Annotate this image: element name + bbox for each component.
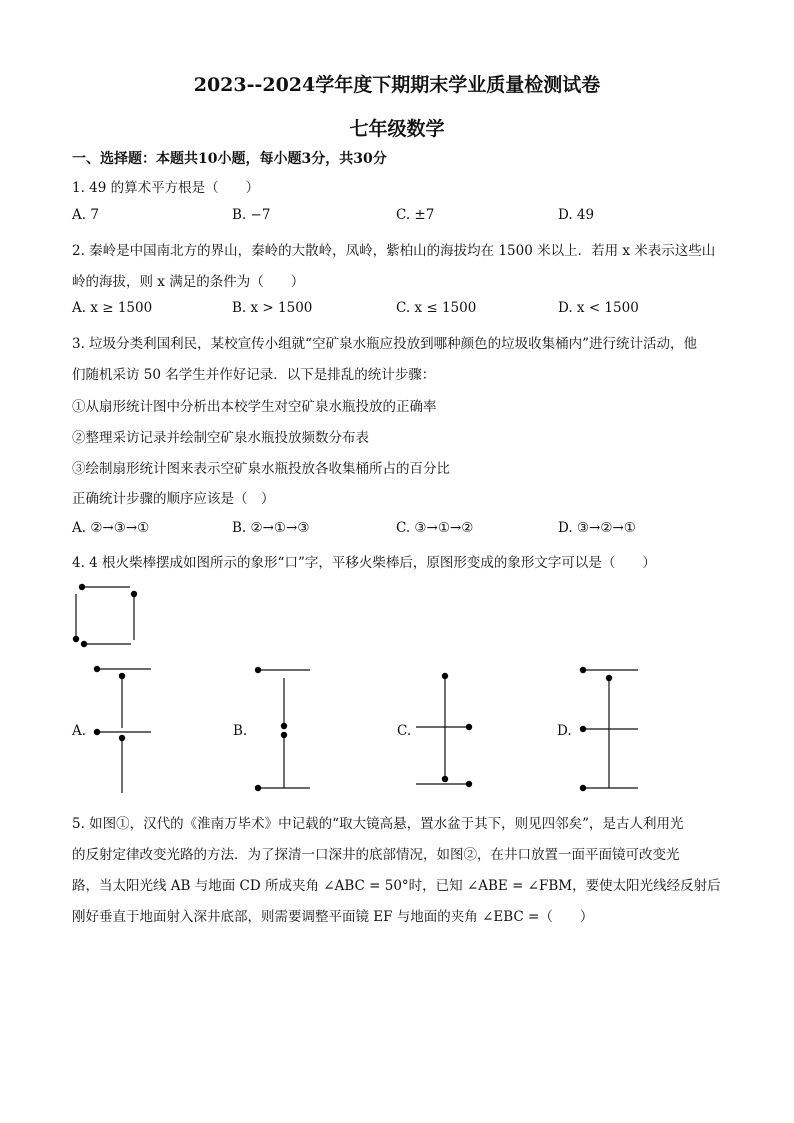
page-subtitle: 七年级数学: [349, 118, 445, 140]
q5-line2: 的反射定律改变光路的方法．为了探清一口深井的底部情况，如图②，在井口放置一面平面镜可改变光: [72, 847, 680, 863]
q1-option-c: C. ±7: [396, 207, 435, 223]
q5-line4: 刚好垂直于地面射入深井底部，则需要调整平面镜 EF 与地面的夹角 ∠EBC =（ ）: [72, 909, 594, 925]
q3-option-d: D. ③→②→①: [558, 520, 636, 536]
q5-line1: 5. 如图①，汉代的《淮南万毕术》中记载的“取大镜高悬，置水盆于其下，则见四邻矣”，是古人利用光: [72, 816, 684, 832]
q3-step-1: ①从扇形统计图中分析出本校学生对空矿泉水瓶投放的正确率: [72, 399, 437, 415]
q3-stem-line1: 3. 垃圾分类利国利民，某校宣传小组就“空矿泉水瓶应投放到哪种颜色的垃圾收集桶内”进行统计活动，他: [72, 336, 697, 352]
q4-stem: 4. 4 根火柴棒摆成如图所示的象形“口”字，平移火柴棒后，原图形变成的象形文字可以是（ ）: [72, 555, 656, 571]
q5-line3: 路，当太阳光线 AB 与地面 CD 所成夹角 ∠ABC = 50°时，已知 ∠ABE = ∠FBM，要使太阳光线经反射后: [72, 878, 721, 894]
q3-step-3: ③绘制扇形统计图来表示空矿泉水瓶投放各收集桶所占的百分比: [72, 461, 450, 477]
q4-option-a-label: A.: [72, 723, 87, 739]
q3-option-a: A. ②→③→①: [72, 520, 150, 536]
q3-stem-line2: 们随机采访 50 名学生并作好记录．以下是排乱的统计步骤：: [72, 367, 436, 383]
page-title: 2023--2024学年度下期期末学业质量检测试卷: [193, 74, 601, 96]
q3-step-2: ②整理采访记录并绘制空矿泉水瓶投放频数分布表: [72, 430, 369, 446]
q1-option-a: A. 7: [72, 207, 99, 223]
q2-option-a: A. x ≥ 1500: [72, 300, 153, 316]
q3-option-c: C. ③→①→②: [396, 520, 474, 536]
q1-option-b: B. −7: [232, 207, 271, 223]
q1-option-d: D. 49: [558, 207, 595, 223]
section-heading: 一、选择题：本题共10小题，每小题3分，共30分: [72, 151, 387, 167]
q4-option-d-label: D.: [557, 723, 572, 739]
q2-stem-line2: 岭的海拔，则 x 满足的条件为（ ）: [72, 274, 305, 290]
q4-option-c-label: C.: [397, 723, 412, 739]
q4-option-b-label: B.: [233, 723, 248, 739]
q2-stem-line1: 2. 秦岭是中国南北方的界山，秦岭的大散岭，凤岭，紫柏山的海拔均在 1500 米以上．若用 x 米表示这些山: [72, 243, 716, 259]
q2-option-d: D. x < 1500: [558, 300, 639, 316]
q2-option-c: C. x ≤ 1500: [396, 300, 477, 316]
q1-stem: 1. 49 的算术平方根是（ ）: [72, 180, 260, 196]
q3-stem-line3: 正确统计步骤的顺序应该是（ ）: [72, 491, 275, 507]
q3-option-b: B. ②→①→③: [232, 520, 310, 536]
q2-option-b: B. x > 1500: [232, 300, 313, 316]
